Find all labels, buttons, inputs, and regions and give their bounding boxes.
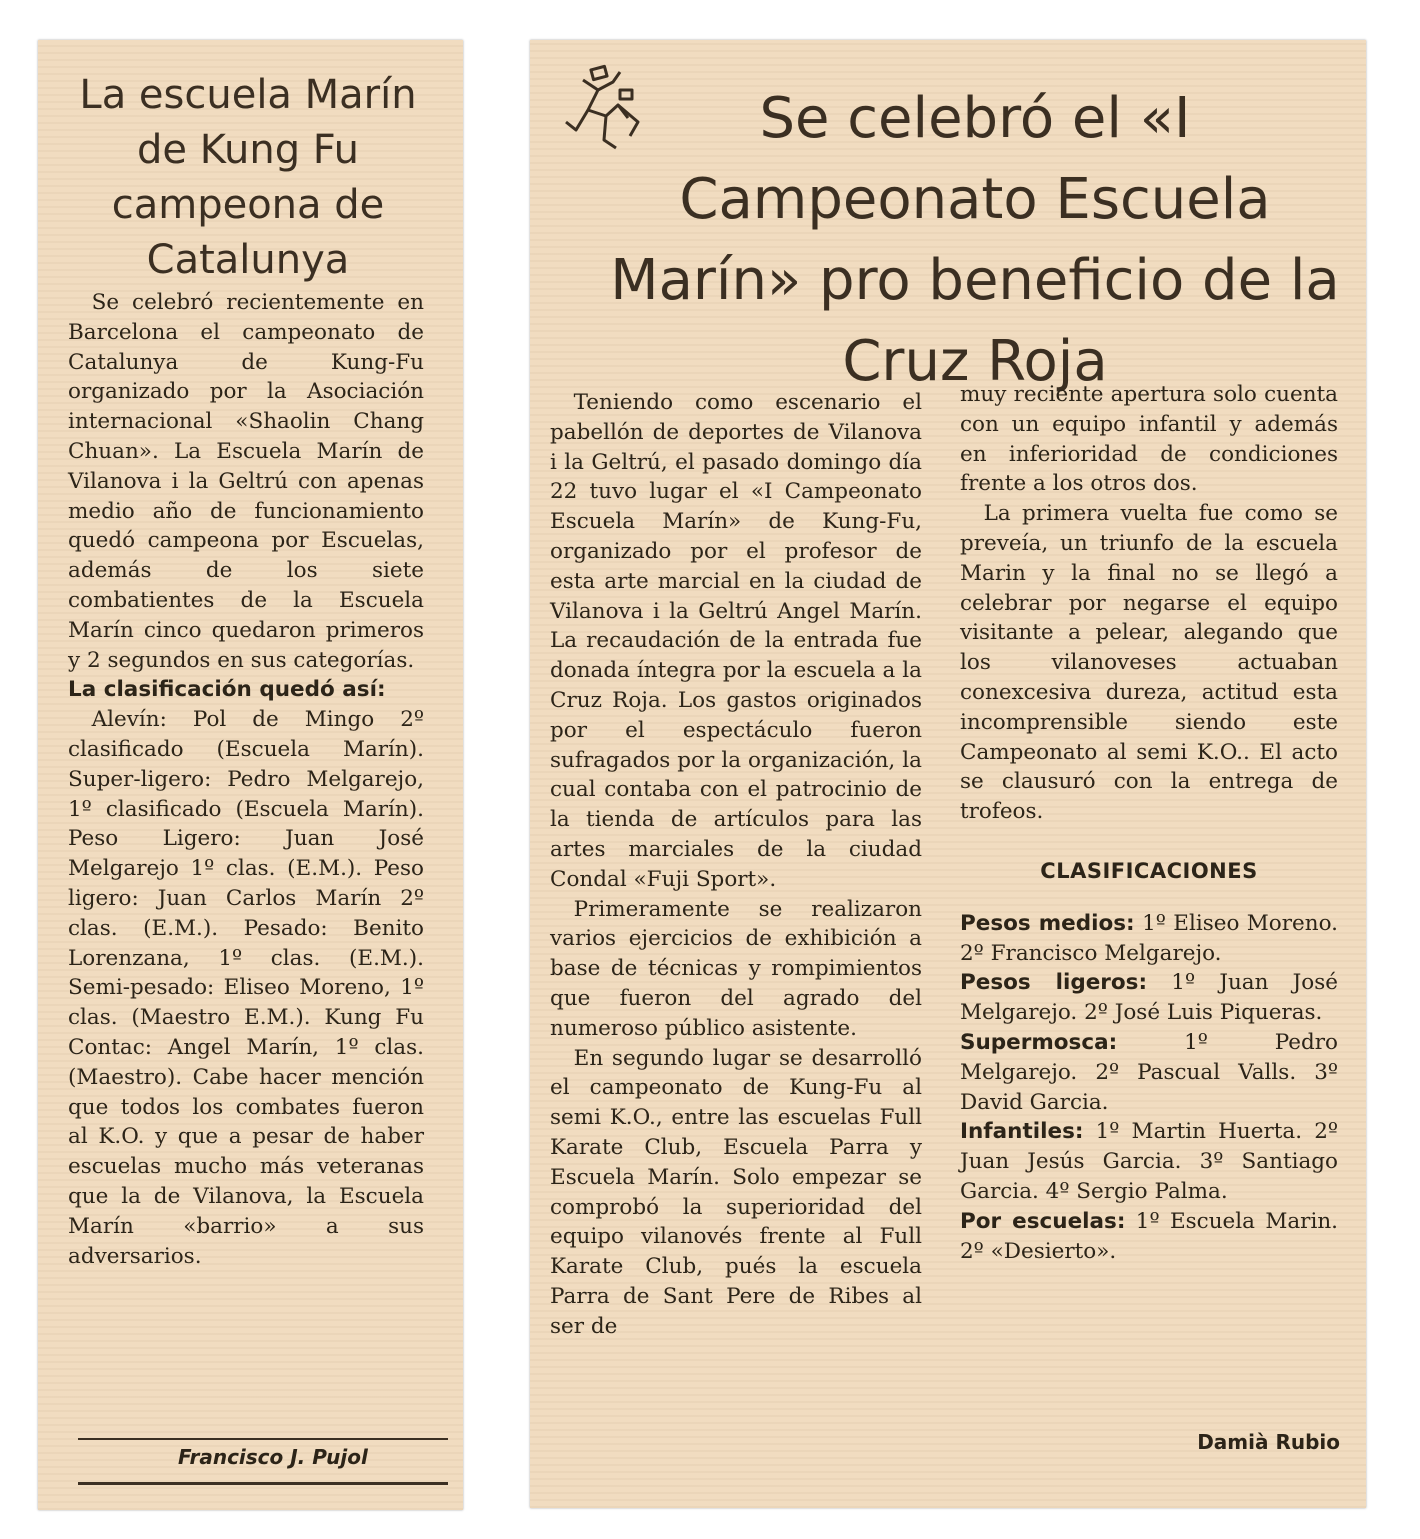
result-category: Infantiles: — [960, 1119, 1084, 1145]
result-text: 1º Juan José Melgarejo. 2º José Luis Piqueras. — [960, 970, 1339, 1026]
result-text: 1º Martin Huerta. 2º Juan Jesús Garcia. 3º Santiago Garcia. 4º Sergio Palma. — [960, 1119, 1338, 1204]
right-column-1 — [550, 388, 922, 1342]
right-clipping — [530, 40, 1366, 1508]
left-clipping — [38, 40, 463, 1510]
result-category: Pesos ligeros: — [960, 970, 1148, 996]
results-list — [960, 909, 1338, 1267]
left-author-signature: Francisco J. Pujol — [178, 1445, 368, 1469]
result-text: 1º Escuela Marin. 2º «Desierto». — [960, 1208, 1339, 1264]
divider-rule — [78, 1438, 448, 1440]
result-text: 1º Eliseo Moreno. 2º Francisco Melgarejo. — [960, 910, 1338, 966]
result-text: 1º Pedro Melgarejo. 2º Pascual Valls. 3º David Garcia. — [960, 1029, 1338, 1115]
body-paragraph: Teniendo como escenario el pabellón de deportes de Vilanova i la Geltrú, el pasado domingo día 22 tuvo lugar el «I Campeonato Escuela Marín» de Kung-Fu, organizado por el profesor de esta arte marcial en la ciudad de Vilanova i la Geltrú Angel Marín. La recaudación de la entrada fue donada íntegra por la escuela a la Cruz Roja. Los gastos originados por el espectáculo fueron sufragados por la organización, la cual contaba con el patrocinio de la tienda de artículos para las artes marciales de la ciudad Condal «Fuji Sport». — [550, 390, 922, 892]
body-paragraph: En segundo lugar se desarrolló el campeonato de Kung-Fu al semi K.O., entre las escuelas Full Karate Club, Escuela Parra y Escuela Marín. Solo empezar se comprobó la superioridad del equipo vilanovés frente al Full Karate Club, pués la escuela Parra de Sant Pere de Ribes al ser de — [550, 1045, 922, 1339]
classification-heading: La clasificación quedó así: — [68, 677, 386, 703]
result-entry — [960, 909, 1338, 969]
result-entry — [960, 968, 1338, 1028]
classification-paragraph: Alevín: Pol de Mingo 2º clasificado (Escuela Marín). Super-ligero: Pedro Melgarejo, 1º clasificado (Escuela Marín). Peso Ligero: Juan José Melgarejo 1º clas. (E.M.). Peso ligero: Juan Carlos Marín 2º clas. (E.M.). Pesado: Benito Lorenzana, 1º clas. (E.M.). Semi-pesado: Eliseo Moreno, 1º clas. (Maestro E.M.). Kung Fu Contac: Angel Marín, 1º clas. (Maestro). Cabe hacer mención que todos los combates fueron al K.O. y que a pesar de haber escuelas mucho más veteranas que la de Vilanova, la Escuela Marín «barrio» a sus adversarios. — [68, 707, 424, 1269]
result-entry — [960, 1028, 1338, 1117]
result-entry — [960, 1207, 1338, 1267]
divider-rule — [78, 1482, 448, 1485]
right-author-signature: Damià Rubio — [1197, 1430, 1340, 1454]
result-category: Por escuelas: — [960, 1208, 1126, 1234]
right-headline: Se celebró el «I Campeonato Escuela Marín» pro beneficio de la Cruz Roja — [610, 86, 1340, 394]
result-category: Pesos medios: — [960, 910, 1135, 936]
left-article-body — [68, 288, 424, 1271]
result-entry — [960, 1117, 1338, 1206]
right-column-2 — [960, 380, 1338, 1266]
left-intro-paragraph: Se celebró recientemente en Barcelona el campeonato de Catalunya de Kung-Fu organizado por la Asociación internacional «Shaolin Chang Chuan». La Escuela Marín de Vilanova i la Geltrú con apenas medio año de funcionamiento quedó campeona por Escuelas, además de los siete combatientes de la Escuela Marín cinco quedaron primeros y 2 segundos en sus categorías. — [68, 290, 424, 673]
body-paragraph: La primera vuelta fue como se preveía, un triunfo de la escuela Marin y la final no se llegó a celebrar por negarse el equipo visitante a pelear, alegando que los vilanoveses actuaban conexcesiva dureza, actitud esta incomprensible siendo este Campeonato al semi K.O.. El acto se clausuró con la entrega de trofeos. — [960, 501, 1338, 825]
body-paragraph-continued: muy reciente apertura solo cuenta con un equipo infantil y además en inferioridad de condiciones frente a los otros dos. — [960, 382, 1338, 497]
result-category: Supermosca: — [960, 1029, 1118, 1055]
left-headline: La escuela Marín de Kung Fu campeona de Catalunya — [79, 72, 417, 283]
clasificaciones-heading: CLASIFICACIONES — [1040, 858, 1258, 883]
body-paragraph: Primeramente se realizaron varios ejercicios de exhibición a base de técnicas y rompimientos que fueron del agrado del numeroso público asistente. — [550, 896, 922, 1041]
